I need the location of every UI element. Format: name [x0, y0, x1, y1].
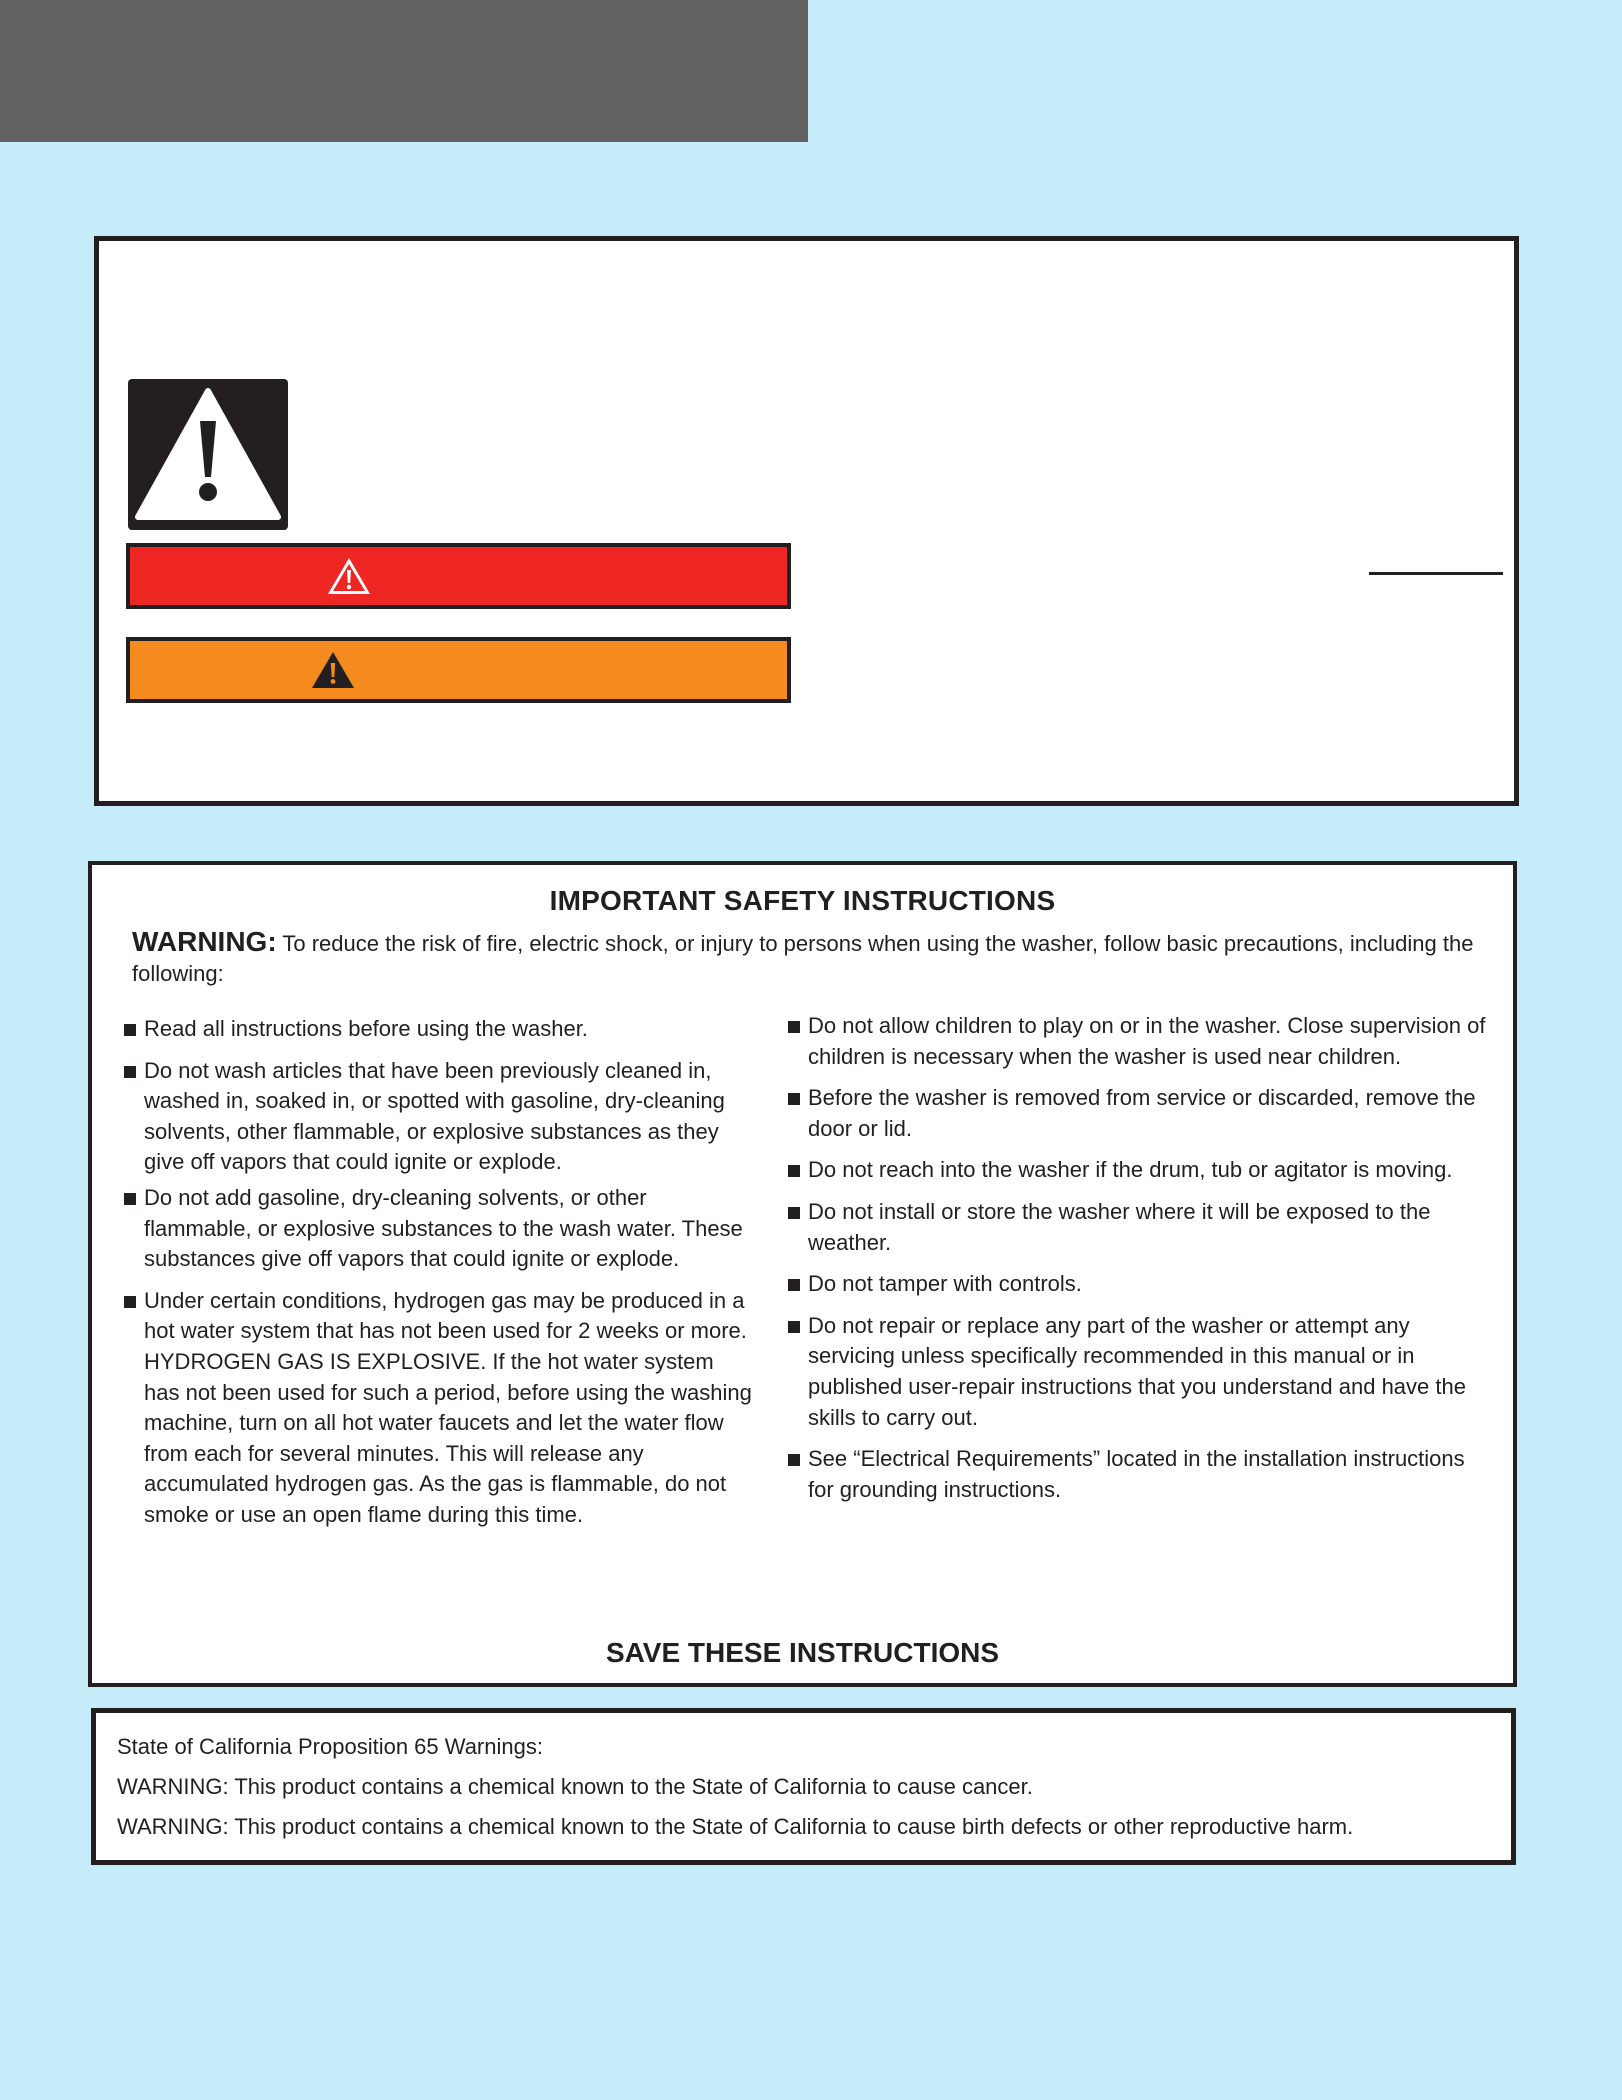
bullet-square — [124, 1066, 136, 1078]
left-column — [122, 1014, 752, 1531]
bullet-square — [124, 1296, 136, 1308]
right-column — [786, 1011, 1496, 1505]
bullet-square — [788, 1454, 800, 1466]
list-item-text: Do not install or store the washer where it will be exposed to the weather. — [808, 1198, 1431, 1255]
underline-rule — [1369, 572, 1503, 575]
list-item — [122, 1183, 752, 1275]
list-item — [786, 1444, 1496, 1505]
list-item-text: Under certain conditions, hydrogen gas may be produced in a hot water system that has not been used for 2 weeks or more. HYDROGEN GAS IS EXPLOSIVE. If the hot water system has not been used for such a period, before using the washing machine, turn on all hot water faucets and let the water flow from each for several minutes. This will release any accumulated hydrogen gas. As the gas is flammable, do not smoke or use an open flame during this time. — [144, 1287, 752, 1527]
warning-intro — [132, 927, 1482, 989]
list-item — [786, 1083, 1496, 1144]
list-item-text: Do not add gasoline, dry-cleaning solvents, or other flammable, or explosive substances to the wash water. These substances give off vapors that could ignite or explode. — [144, 1184, 743, 1272]
list-item — [786, 1155, 1496, 1186]
list-item-text: Do not repair or replace any part of the washer or attempt any servicing unless specifically recommended in this manual or in published user-repair instructions that you understand and have the skills to carry out. — [808, 1312, 1466, 1430]
bullet-square — [788, 1207, 800, 1219]
list-item-text: Do not wash articles that have been previously cleaned in, washed in, soaked in, or spotted with gasoline, dry-cleaning solvents, other flammable, or explosive substances as they give off vapors that could ignite or explode. — [144, 1057, 725, 1175]
bullet-square — [124, 1193, 136, 1205]
list-item-text: Do not tamper with controls. — [808, 1271, 1082, 1297]
list-item — [786, 1011, 1496, 1072]
list-item-text: Do not reach into the washer if the drum, tub or agitator is moving. — [808, 1157, 1453, 1183]
important-safety-instructions — [88, 861, 1517, 1687]
safety-title: IMPORTANT SAFETY INSTRUCTIONS — [549, 885, 1056, 916]
save-instructions-title: SAVE THESE INSTRUCTIONS — [605, 1637, 1000, 1668]
safety-symbol-panel — [94, 236, 1519, 806]
bullet-square — [788, 1021, 800, 1033]
list-item-text: Do not allow children to play on or in the washer. Close supervision of children is necessary when the washer is used near children. — [808, 1013, 1486, 1069]
list-item-text: Before the washer is removed from service or discarded, remove the door or lid. — [808, 1085, 1476, 1141]
list-item — [122, 1014, 752, 1045]
bullet-square — [788, 1093, 800, 1105]
bullet-square — [788, 1279, 800, 1291]
alert-triangle-icon — [128, 379, 288, 530]
list-item-text: See “Electrical Requirements” located in the installation instructions for grounding instructions. — [808, 1446, 1465, 1502]
warning-word: WARNING: — [132, 926, 277, 957]
list-item — [786, 1197, 1496, 1258]
prop65-heading: State of California Proposition 65 Warnings: — [117, 1734, 543, 1759]
list-item — [122, 1286, 752, 1531]
list-item-text: Read all instructions before using the washer. — [144, 1016, 588, 1041]
bullet-square — [788, 1165, 800, 1177]
warning-signal-bar — [126, 637, 791, 703]
prop65-warnings-box — [91, 1708, 1516, 1865]
prop65-warning-cancer: WARNING: This product contains a chemical known to the State of California to cause cancer. — [117, 1774, 1033, 1799]
danger-signal-bar — [126, 543, 791, 609]
prop65-warning-birth-defects: WARNING: This product contains a chemical known to the State of California to cause birth defects or other reproductive harm. — [117, 1814, 1354, 1839]
list-item — [786, 1311, 1496, 1433]
list-item — [786, 1269, 1496, 1300]
header-bar — [0, 0, 808, 142]
list-item — [122, 1056, 752, 1178]
alert-triangle-icon — [326, 556, 372, 596]
bullet-square — [788, 1321, 800, 1333]
warning-text: To reduce the risk of fire, electric shock, or injury to persons when using the washer, follow basic precautions, including the following: — [132, 931, 1474, 986]
alert-triangle-icon — [310, 650, 356, 690]
bullet-square — [124, 1024, 136, 1036]
